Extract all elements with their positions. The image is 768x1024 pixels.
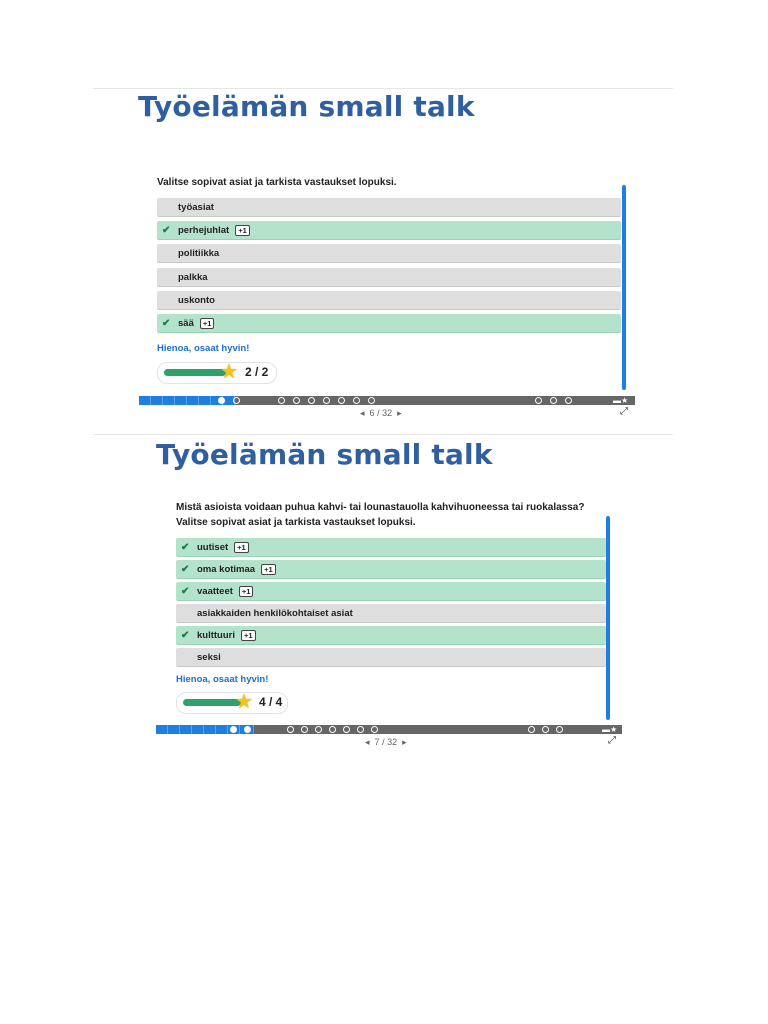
points-badge: +1 (234, 542, 249, 553)
slide-dot[interactable] (528, 726, 535, 733)
slide-dot[interactable] (550, 397, 557, 404)
slide-dot[interactable] (353, 397, 360, 404)
option-politiikka[interactable] (157, 244, 621, 263)
option-tyoasiat[interactable] (157, 198, 621, 217)
divider-top (93, 88, 673, 89)
page-title: Työelämän small talk (138, 90, 475, 123)
check-icon: ✔ (181, 563, 190, 575)
slide-dot[interactable] (287, 726, 294, 733)
slide-dot[interactable] (368, 397, 375, 404)
slide-dot[interactable] (565, 397, 572, 404)
slide-dot[interactable] (371, 726, 378, 733)
option-label: politiikka (178, 247, 220, 259)
option-label: uskonto (178, 294, 215, 306)
points-badge: +1 (241, 630, 256, 641)
score-indicator (157, 362, 277, 384)
pager-separator: / (382, 737, 385, 747)
quiz-panel (157, 170, 637, 420)
pager-total: 32 (382, 408, 393, 418)
page-title: Työelämän small talk (156, 438, 493, 471)
option-label: uutiset (197, 541, 229, 553)
summary-star-icon[interactable]: ▬★ (613, 396, 629, 405)
feedback-text: Hienoa, osaat hyvin! (176, 674, 269, 685)
pager-separator: / (377, 408, 380, 418)
points-badge: +1 (235, 225, 250, 236)
score-progress-bar (183, 699, 241, 706)
pager-current: 6 (369, 408, 375, 418)
option-uskonto[interactable] (157, 291, 621, 310)
next-icon[interactable]: ▸ (397, 408, 402, 418)
option-asiakkaiden-asiat[interactable] (176, 604, 606, 623)
option-label: asiakkaiden henkilökohtaiset asiat (197, 607, 353, 619)
slide-dot[interactable] (323, 397, 330, 404)
option-label: seksi (197, 651, 221, 663)
divider-middle (93, 434, 673, 435)
score-text: 2 / 2 (245, 365, 269, 379)
slide-dot[interactable] (301, 726, 308, 733)
option-label: kulttuuri (197, 629, 235, 641)
check-icon: ✔ (181, 541, 190, 553)
slide-dot[interactable] (308, 397, 315, 404)
expand-icon[interactable]: ⤢ (620, 406, 628, 417)
pager-total: 32 (387, 737, 398, 747)
slide-navigation-bar[interactable] (156, 725, 622, 734)
option-label: sää (178, 317, 194, 329)
points-badge: +1 (261, 564, 276, 575)
slide-dot[interactable] (338, 397, 345, 404)
score-text: 4 / 4 (259, 695, 283, 709)
scroll-indicator[interactable] (606, 516, 610, 720)
pager (360, 408, 402, 419)
summary-star-icon[interactable]: ▬★ (602, 725, 618, 734)
pager-current: 7 (374, 737, 380, 747)
question-text: Valitse sopivat asiat ja tarkista vastaukset lopuksi. (157, 177, 397, 188)
option-oma-kotimaa[interactable] (176, 560, 606, 579)
quiz-panel (176, 502, 616, 748)
check-icon: ✔ (181, 585, 190, 597)
expand-icon[interactable]: ⤢ (608, 735, 616, 746)
slide-dot[interactable] (244, 726, 251, 733)
slide-navigation-bar[interactable] (139, 396, 635, 405)
prev-icon[interactable]: ◂ (365, 737, 370, 747)
option-label: palkka (178, 271, 208, 283)
score-progress-bar (164, 369, 226, 376)
prev-icon[interactable]: ◂ (360, 408, 365, 418)
question-text-cut: Mistä asioista voidaan puhua kahvi- tai lounastauolla kahvihuoneessa tai ruokalassa? (176, 502, 585, 513)
slide-dot[interactable] (357, 726, 364, 733)
question-text: Valitse sopivat asiat ja tarkista vastaukset lopuksi. (176, 517, 416, 528)
check-icon: ✔ (181, 629, 190, 641)
slide-dot[interactable] (315, 726, 322, 733)
option-seksi[interactable] (176, 648, 606, 667)
slide-dot[interactable] (343, 726, 350, 733)
points-badge: +1 (200, 318, 215, 329)
option-perhejuhlat[interactable] (157, 221, 621, 240)
star-icon: ★ (235, 691, 253, 713)
option-vaatteet[interactable] (176, 582, 606, 601)
slide-dot[interactable] (278, 397, 285, 404)
next-icon[interactable]: ▸ (402, 737, 407, 747)
check-icon: ✔ (162, 317, 171, 329)
check-icon: ✔ (162, 224, 171, 236)
option-label: oma kotimaa (197, 563, 256, 575)
option-label: työasiat (178, 201, 214, 213)
option-label: vaatteet (197, 585, 233, 597)
slide-dot[interactable] (233, 397, 240, 404)
slide-dot[interactable] (293, 397, 300, 404)
slide-dot[interactable] (542, 726, 549, 733)
option-uutiset[interactable] (176, 538, 606, 557)
points-badge: +1 (239, 586, 254, 597)
slide-dot[interactable] (535, 397, 542, 404)
star-icon: ★ (220, 361, 238, 383)
slide-dot[interactable] (556, 726, 563, 733)
option-palkka[interactable] (157, 268, 621, 287)
slide-dot[interactable] (218, 397, 225, 404)
option-saa[interactable] (157, 314, 621, 333)
pager (365, 737, 407, 748)
scroll-indicator[interactable] (622, 185, 626, 390)
option-kulttuuri[interactable] (176, 626, 606, 645)
slide-dot[interactable] (230, 726, 237, 733)
feedback-text: Hienoa, osaat hyvin! (157, 343, 250, 354)
slide-dot[interactable] (329, 726, 336, 733)
score-indicator (176, 692, 288, 714)
option-label: perhejuhlat (178, 224, 230, 236)
